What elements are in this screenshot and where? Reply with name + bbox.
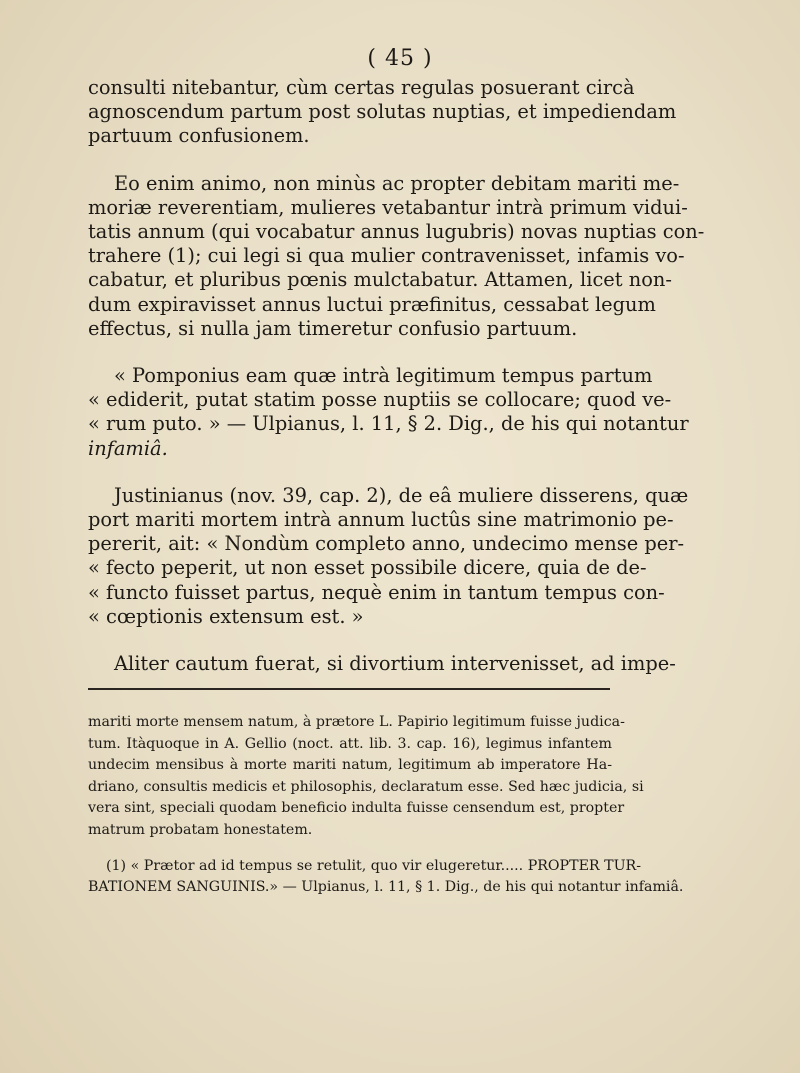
text-line: effectus, si nulla jam timeretur confusio partuum. [88,316,578,340]
paragraph [88,364,689,461]
text-line: tatis annum (qui vocabatur annus lugubris) novas nuptias con- [88,220,705,244]
footnote-line: undecim mensibus à morte mariti natum, legitimum ab imperatore Ha- [88,757,612,774]
main-text [88,76,705,676]
text-line: partuum confusionem. [88,124,310,148]
page-number: ( 45 ) [367,46,433,71]
text-line: port mariti mortem intrà annum luctûs sine matrimonio pe- [88,508,674,532]
text-line: Eo enim animo, non minùs ac propter debitam mariti me- [114,171,680,195]
footnote-divider [88,688,610,690]
text-line: Justinianus (nov. 39, cap. 2), de eâ muliere disserens, quæ [114,483,689,507]
footnote [88,856,684,899]
text-line: infamiâ. [88,436,168,460]
text-line: « fecto peperit, ut non esset possibile dicere, quia de de- [88,556,647,580]
text-line: « Pomponius eam quæ intrà legitimum tempus partum [114,364,653,388]
text-line: « ediderit, putat statim posse nuptiis se collocare; quod ve- [88,388,672,412]
text-line: cabatur, et pluribus pœnis mulctabatur. Attamen, licet non- [88,268,672,292]
footnotes [88,712,684,899]
text-line: « rum puto. » — Ulpianus, l. 11, § 2. Dig., de his qui notantur [88,412,689,436]
footnote-line: matrum probatam honestatem. [88,821,313,838]
footnote-line: BATIONEM SANGUINIS.» — Ulpianus, l. 11, § 1. Dig., de his qui notantur infamiâ. [88,879,684,896]
text-line: pererit, ait: « Nondùm completo anno, undecimo mense per- [88,532,685,556]
footnote-line: driano, consultis medicis et philosophis, declaratum esse. Sed hæc judicia, si [88,778,644,795]
text-line: consulti nitebantur, cùm certas regulas posuerant circà [88,76,635,99]
footnote [88,712,644,842]
text-line: trahere (1); cui legi si qua mulier contravenisset, infamis vo- [88,244,685,268]
text-line: dum expiravisset annus luctui præfinitus, cessabat legum [88,292,656,316]
paragraph [88,171,705,341]
footnote-line: mariti morte mensem natum, à prætore L. Papirio legitimum fuisse judica- [88,714,625,730]
text-line: « cœptionis extensum est. » [88,604,364,628]
text-line: agnoscendum partum post solutas nuptias, et impediendam [88,100,677,124]
paragraph [88,652,676,676]
text-line: « functo fuisset partus, nequè enim in tantum tempus con- [88,580,665,604]
footnote-line: tum. Itàquoque in A. Gellio (noct. att. lib. 3. cap. 16), legimus infantem [88,735,612,752]
text-line: Aliter cautum fuerat, si divortium intervenisset, ad impe- [114,652,676,676]
paragraph [88,76,677,149]
text-line: moriæ reverentiam, mulieres vetabantur intrà primum vidui- [88,195,688,219]
footnote-line: (1) « Prætor ad id tempus se retulit, quo vir elugeretur..... PROPTER TUR- [106,857,642,874]
paragraph [88,483,689,629]
footnote-line: vera sint, speciali quodam beneficio indulta fuisse censendum est, propter [88,800,625,817]
